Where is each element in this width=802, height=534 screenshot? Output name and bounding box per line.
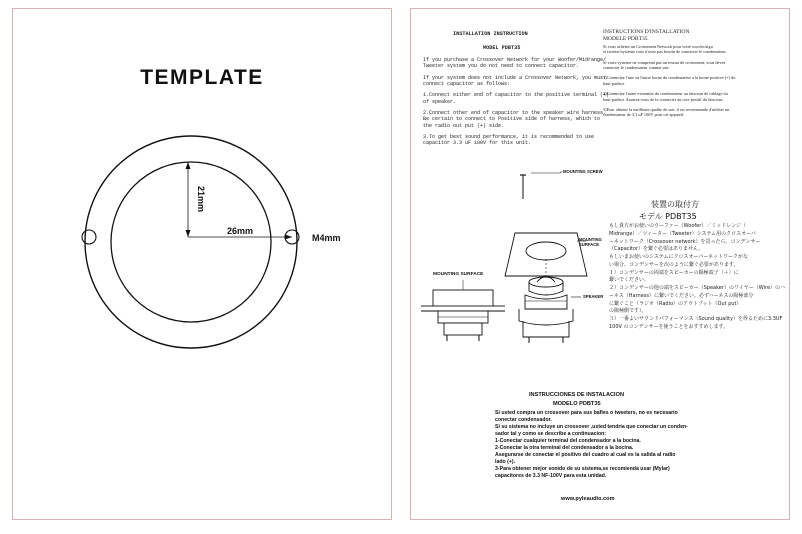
template-title: TEMPLATE (140, 66, 264, 89)
english-line: Be certain to connect to Positive side of harness, which to (423, 116, 601, 123)
french-line: condensateur de 3,3 uF 100V pour cet appareil. (603, 112, 685, 118)
mounting-surface-left-label: MOUNTING SURFACE (433, 272, 484, 277)
japanese-line: の陽極側です）。 (609, 308, 647, 315)
spanish-line: Si su sistema no incluye un crossover ,usted tendria que conectar un conden- (495, 424, 688, 431)
french-line: 3)Pour obtenir la meilleure qualite de son, il est recommande d'utiliser un (603, 106, 730, 112)
template-page (12, 8, 392, 520)
french-heading: INSTRUCTIONS D'INSTALLATION (603, 29, 690, 35)
french-line: et tweeter/systeme vous n'avez pas besoin de connecter le condensateur. (603, 49, 727, 55)
spanish-line: conectar condensador. (495, 417, 552, 424)
outer-ring (85, 136, 297, 348)
japanese-line: に繋ぐこと（ラジオ（Radio）のアウトプット（Out put） (609, 300, 742, 307)
english-line: connect capacitor as follows: (423, 81, 511, 88)
inner-cutout (111, 162, 271, 322)
dim-radius-label: 21mm (196, 185, 206, 213)
french-line: 2)Connectez l'autre extremite du condensateur au faisceau de cablage du (603, 91, 728, 97)
japanese-line: ーネットワーク（Crossover network）を買ったら、コンデンサー (609, 238, 761, 245)
english-line: of speaker. (423, 98, 457, 105)
speaker-label: SPEAKER (583, 294, 604, 299)
spanish-body (495, 410, 688, 480)
english-line: capacitor 3.3 uF 100V for this unit. (423, 140, 532, 147)
mounting-screw-label: MOUNTING SCREW (563, 169, 603, 174)
japanese-line: ーネス（Harness）に繋いでください。必ずハーネスの陽極部分 (609, 292, 754, 299)
spanish-line: 2-Conectar la otra terminal del condensador a la bocina. (495, 445, 634, 452)
spanish-line: lado (+). (495, 459, 516, 466)
spanish-model: MODELO PDBT35 (553, 401, 601, 407)
french-line: connecter le condensateur comme suit: (603, 65, 670, 71)
japanese-line: 繋いでください。 (609, 277, 650, 284)
english-line: Tweeter system you do not need to connect capacitor. (423, 63, 580, 70)
japanese-line: Midrange）／ツィーター（Tweeter）システム用のクロスオーバ (609, 230, 756, 237)
dim-screw-label: M4mm (312, 233, 341, 243)
japanese-line: もしいまお使いのシステムにクロスオーバーネットワークがな (609, 254, 749, 260)
spanish-line: capacitores de 3.3 NF-100V para esta unidad. (495, 473, 607, 480)
spanish-heading: INSTRUCCIONES DE INSTALACION (529, 392, 624, 398)
japanese-line: もし貴方がお使いのウーファー（Woofer）／ミッドレンジ（ (609, 223, 746, 229)
japanese-heading: 装置の取付方 (651, 200, 699, 209)
english-line: 2.Connect other end of capacitor to the speaker wire harness, (423, 110, 607, 117)
english-line: 3.To get best sound performance, it is recommended to use (423, 134, 595, 141)
japanese-line: ２）コンデンサーの他の端をスピーカー（Speaker）のワイヤー（Wire）のハ (609, 285, 786, 291)
french-line: haut-parleur. (603, 80, 625, 86)
english-line: If you purchase a Crossover Network for your Woofer/Midrange/ (423, 57, 607, 63)
spanish-line: Asegurarse de conectar el positivo del cuadro al cual es la salida al radio (495, 452, 676, 459)
japanese-line: い場合、コンデンサーを次のように繋ぐ必要があります。 (609, 261, 739, 268)
spanish-line: 3-Para obtener mejor sonido de su sistema,se recomienda usar (Mylar) (495, 466, 670, 473)
mounting-template-drawing (13, 9, 392, 520)
english-heading: INSTALLATION INSTRUCTION (453, 31, 528, 37)
mounting-surface-right-label: MOUNTING SURFACE (579, 237, 602, 248)
japanese-line: １）コンデンサーの両端をスピーカーの陽極端子（＋）に (609, 269, 739, 276)
japanese-body (609, 223, 785, 332)
japanese-line: 100V のコンデンサーを使うことをおすすめします。 (609, 323, 729, 330)
french-line: haut-parleur. Assurez-vous de le connecter au cote positif du faisceau. (603, 96, 724, 102)
french-line: Si vous achetez un Croisement Network pour votre woofer/aigu (603, 44, 713, 49)
french-line: Si votre systeme ne comprend pas un reseau de croisement, vous devez (603, 59, 726, 65)
screw-hole-left (82, 230, 96, 244)
english-line: the radio out put (+) side. (423, 122, 505, 129)
spanish-line: Si usted compra un crossover para sus bafles o tweeters, no es necesario (495, 410, 678, 416)
spanish-line: sador tal y como se describe a continuacion: (495, 431, 606, 438)
french-model: MODELE PDBT35 (603, 36, 648, 42)
spanish-line: 1-Conectar cualquier terminal del condensador a la bocina. (495, 438, 641, 445)
website-link[interactable]: www.pyleaudio.com (561, 496, 615, 502)
japanese-model: モデル PDBT35 (639, 212, 697, 221)
english-model: MODEL PDBT35 (483, 45, 521, 51)
japanese-line: （Capacitor）を繋ぐ必要はありません。 (609, 246, 704, 253)
english-line: If your system does not include a Crossover Network, you must (423, 74, 607, 81)
english-line: 1.Connect either end of capacitor to the positive terminal (+) (423, 92, 610, 99)
japanese-line: ３）一番よいサウンドパフォーマンス（Sound quality）を得るために3.3UF (609, 316, 783, 322)
french-line: 1)Connectez l'une ou l'autre borne du condensateur a la borne positive (+) du (603, 75, 736, 81)
instructions-page (410, 8, 790, 520)
dim-offset-label: 26mm (226, 226, 254, 236)
